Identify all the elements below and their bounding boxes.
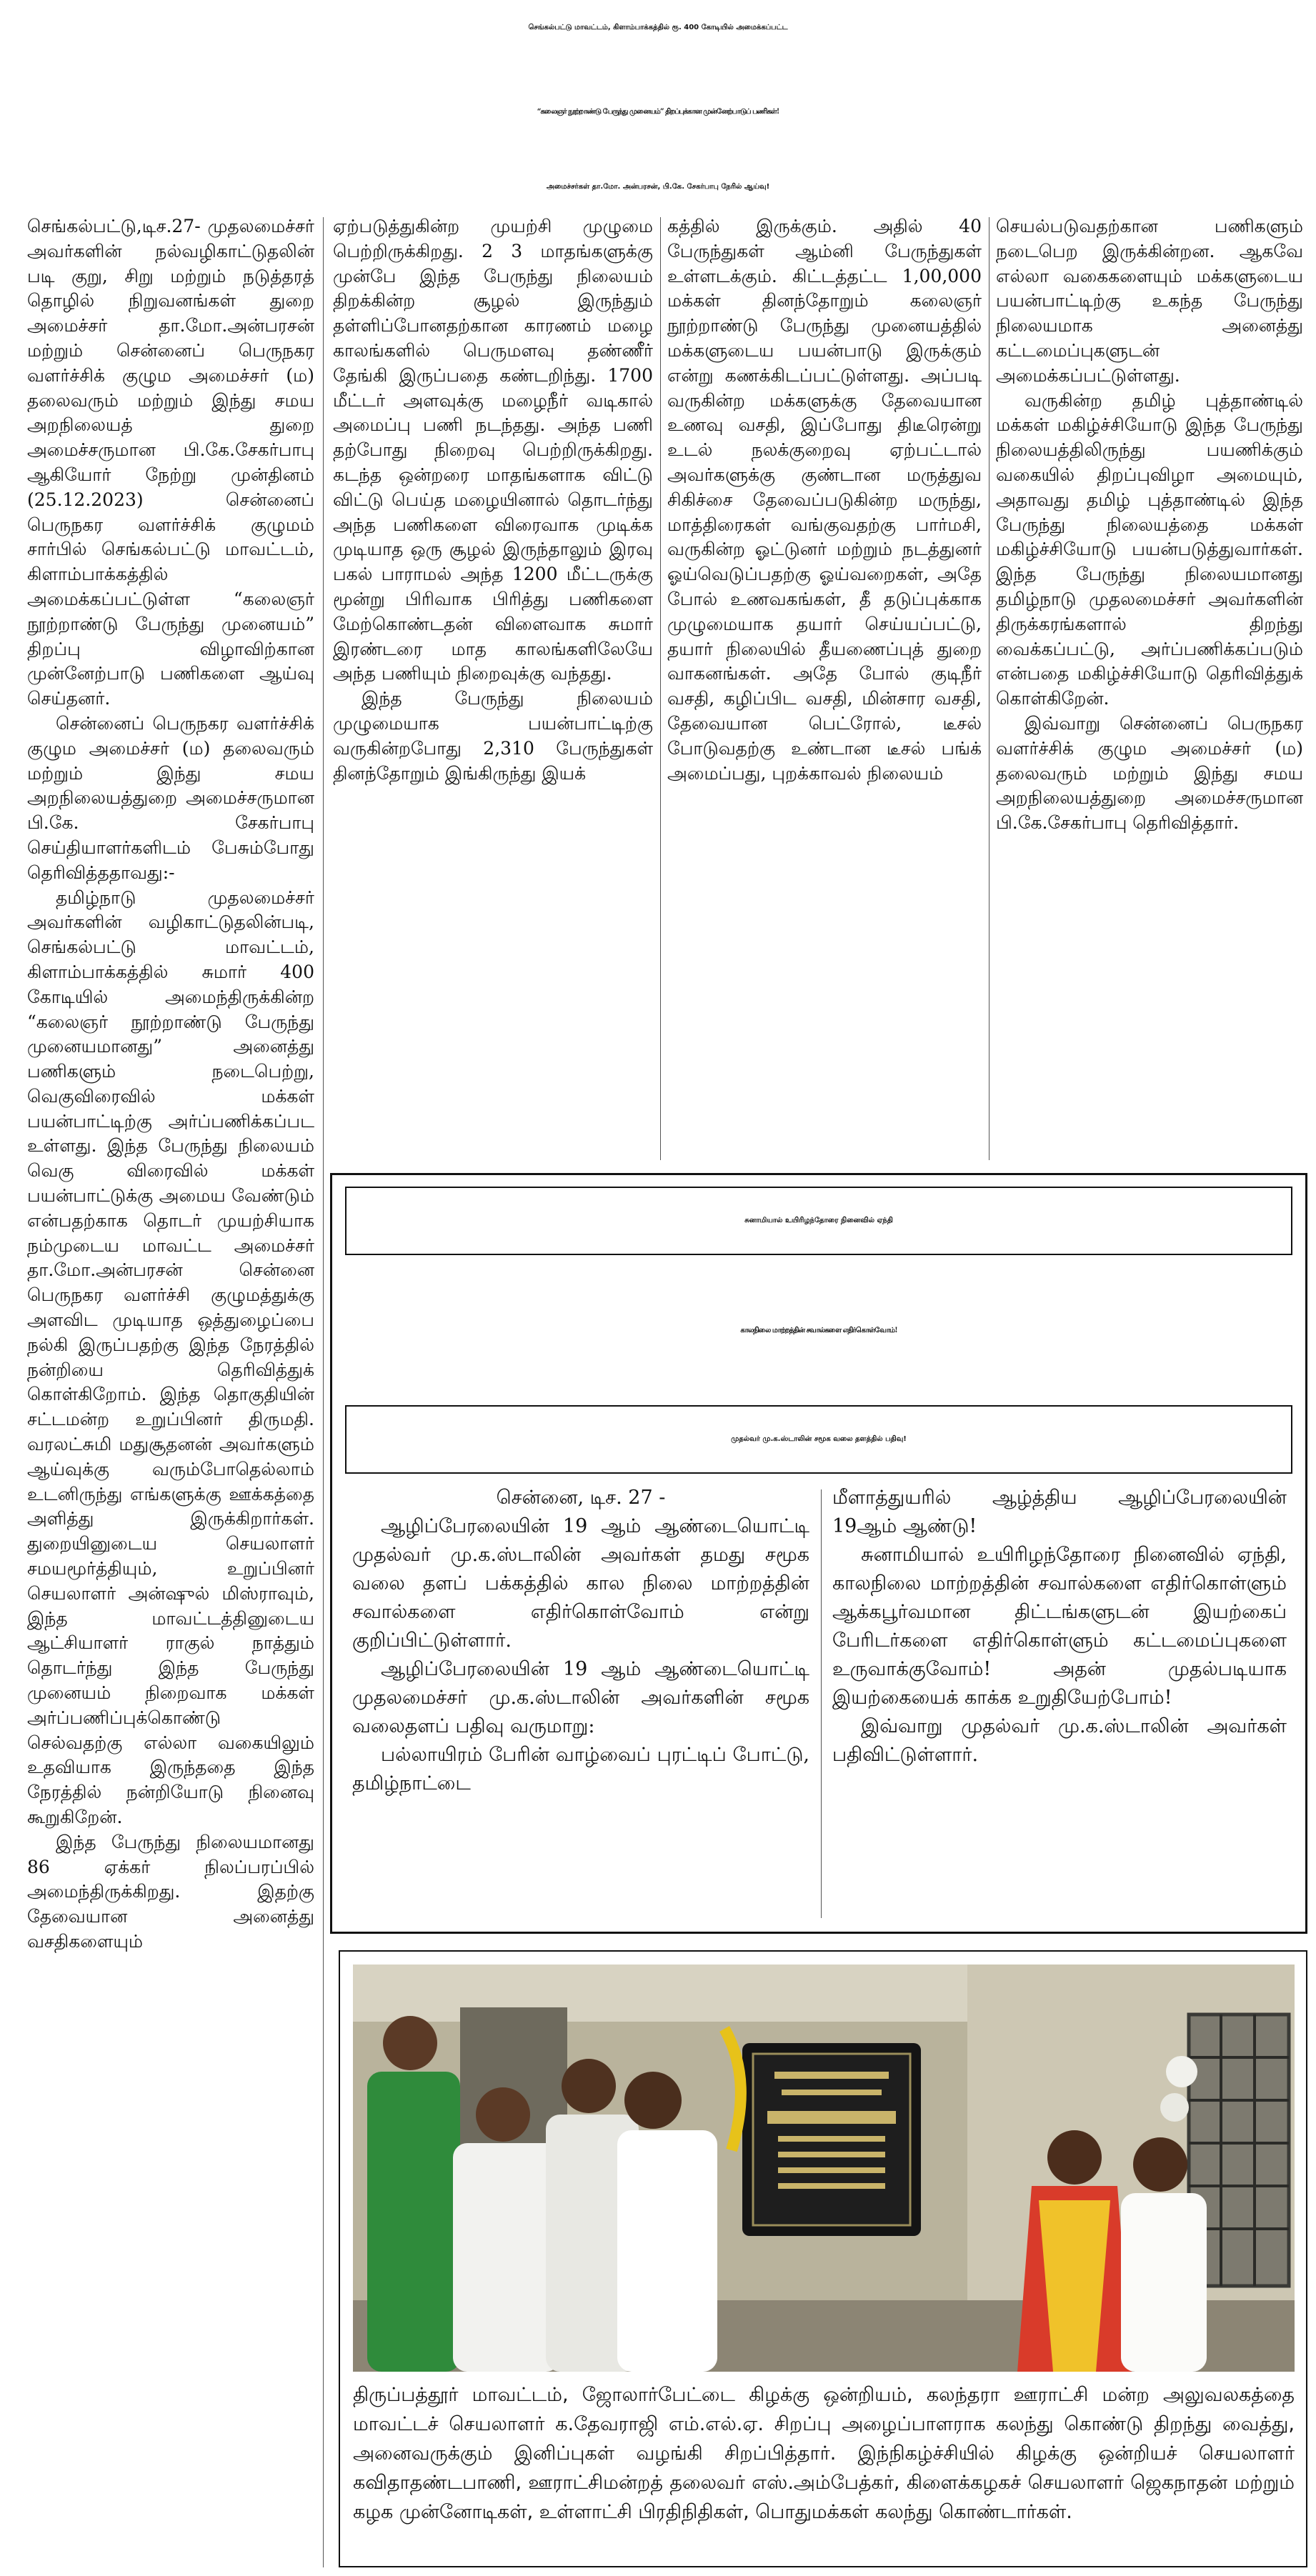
article-paragraph: சென்னைப் பெருநகர வளர்ச்சிக் குழும அமைச்சர் (ம) தலைவரும் மற்றும் இந்து சமய அறநிலையத்துறை அமைச்சருமான பி.கே. சேகர்பாபு செய்தியாளர்களிடம் பேசும்போது தெரிவித்ததாவது:- [27, 712, 314, 883]
article-column-2 [333, 214, 653, 1164]
article-headline: “கலைஞர் நூற்றாண்டு பேருந்து முனையம்” திறப்புக்கான முன்னேற்பாடுப் பணிகள்! [537, 108, 779, 116]
box-paragraph: மீளாத்துயரில் ஆழ்த்திய ஆழிப்பேரலையின் 19ஆம் ஆண்டு! [832, 1487, 1287, 1537]
article-paragraph: ஏற்படுத்துகின்ற முயற்சி முழுமை பெற்றிருக்கிறது. 2 3 மாதங்களுக்கு முன்பே இந்த பேருந்து நிலையம் திறக்கின்ற சூழல் இருந்தும் தள்ளிப்போனதற்கான காரணம் மழை காலங்களில் பெருமளவு தண்ணீர் தேங்கி இருப்பதை கண்டறிந்து. 1700 மீட்டர் அளவுக்கு மழைநீர் வடிகால் அமைப்பு பணி நடந்தது. அந்த பணி தற்போது நிறைவு பெற்றிருக்கிறது. கடந்த ஒன்றரை மாதங்களாக விட்டு விட்டு பெய்த மழையினால் தொடர்ந்து அந்த பணிகளை விரைவாக முடிக்க முடியாத ஒரு சூழல் இருந்தாலும் இரவு பகல் பாராமல் அந்த 1200 மீட்டருக்கு மூன்று பிரிவாக பிரித்து பணிகளை மேற்கொண்டதன் விளைவாக சுமார் இரண்டரை மாத காலங்களிலேயே அந்த பணியும் நிறைவுக்கு வந்தது. [333, 216, 653, 684]
article-paragraph: இந்த பேருந்து நிலையமானது 86 ஏக்கர் நிலப்பரப்பில் அமைந்திருக்கிறது. இதற்கு தேவையான அனைத்து வசதிகளையும் [27, 1831, 314, 1952]
article-paragraph: தமிழ்நாடு முதலமைச்சர் அவர்களின் வழிகாட்டுதலின்படி, செங்கல்பட்டு மாவட்டம், கிளாம்பாக்கத்தில் சுமார் 400 கோடியில் அமைந்திருக்கின்ற “கலைஞர் நூற்றாண்டு பேருந்து முனையமானது” அனைத்து பணிகளும் நடைபெற்று, வெகுவிரைவில் மக்கள் பயன்பாட்டிற்கு அர்ப்பணிக்கப்பட உள்ளது. இந்த பேருந்து நிலையம் வெகு விரைவில் மக்கள் பயன்பாட்டுக்கு அமைய வேண்டும் என்பதற்காக தொடர் முயற்சியாக நம்முடைய மாவட்ட அமைச்சர் தா.மோ.அன்பரசன் சென்னை பெருநகர வளர்ச்சி குழுமத்துக்கு அளவிட முடியாத ஒத்துழைப்பை நல்கி இருப்பதற்கு இந்த நேரத்தில் நன்றியை தெரிவித்துக் கொள்கிறோம். இந்த தொகுதியின் சட்டமன்ற உறுப்பினர் திருமதி. வரலட்சுமி மதுசூதனன் அவர்களும் ஆய்வுக்கு வரும்போதெல்லாம் உடனிருந்து எங்களுக்கு ஊக்கத்தை அளித்து இருக்கிறார்கள். துறையினுடைய செயலாளர் சமயமூர்த்தியும், உறுப்பினர் செயலாளர் அன்ஷுல் மிஸ்ராவும், இந்த மாவட்டத்தினுடைய ஆட்சியாளர் ராகுல் நாத்தும் தொடர்ந்து இந்த பேருந்து முனையம் நிறைவாக மக்கள் அர்ப்பணிப்புக்கொண்டு செல்வதற்கு எல்லா வகையிலும் உதவியாக இருந்ததை இந்த நேரத்தில் நன்றியோடு நினைவு கூறுகிறேன். [27, 887, 314, 1827]
tsunami-news-box [330, 1173, 1307, 1934]
column-divider [989, 217, 990, 1160]
box-paragraph: ஆழிப்பேரலையின் 19 ஆம் ஆண்டையொட்டி முதலமைச்சர் மு.க.ஸ்டாலின் அவர்களின் சமூக வலைதளப் பதிவு வருமாறு: [352, 1658, 809, 1737]
article-paragraph: செங்கல்பட்டு,டிச.27- முதலமைச்சர் அவர்களின் நல்வழிகாட்டுதலின் படி குறு, சிறு மற்றும் நடுத்தரத் தொழில் நிறுவனங்கள் துறை அமைச்சர் தா.மோ.அன்பரசன் மற்றும் சென்னைப் பெருநகர வளர்ச்சிக் குழும அமைச்சர் (ம) தலைவரும் மற்றும் இந்து சமய அறநிலையத் துறை அமைச்சருமான பி.கே.சேகர்பாபு ஆகியோர் நேற்று முன்தினம் (25.12.2023) சென்னைப் பெருநகர வளர்ச்சிக் குழுமம் சார்பில் செங்கல்பட்டு மாவட்டம், கிளாம்பாக்கத்தில் அமைக்கப்பட்டுள்ள “கலைஞர் நூற்றாண்டு பேருந்து முனையம்” திறப்பு விழாவிற்கான முன்னேற்பாடு பணிகளை ஆய்வு செய்தனர். [27, 216, 314, 709]
column-divider [821, 1489, 822, 1918]
box-kicker: சுனாமியால் உயிரிழந்தோரை நினைவில் ஏந்தி [345, 1187, 1292, 1255]
box-dateline: சென்னை, டிச. 27 - [496, 1487, 666, 1509]
article-column-3 [667, 214, 982, 1164]
column-divider [660, 217, 661, 1160]
article-paragraph: வருகின்ற தமிழ் புத்தாண்டில் மக்கள் மகிழ்ச்சியோடு இந்த பேருந்து நிலையத்திலிருந்து பயணிக்கும் வகையில் திறப்புவிழா அமையும், அதாவது தமிழ் புத்தாண்டில் இந்த பேருந்து நிலையத்தை மக்கள் மகிழ்ச்சியோடு பயன்படுத்துவார்கள். இந்த பேருந்து நிலையமானது தமிழ்நாடு முதலமைச்சர் அவர்களின் திருக்கரங்களால் திறந்து வைக்கப்பட்டு, அர்ப்பணிக்கப்படும் என்பதை மகிழ்ச்சியோடு தெரிவித்துக் கொள்கிறேன். [996, 389, 1303, 709]
photo-box [339, 1950, 1307, 2567]
article-paragraph: இந்த பேருந்து நிலையம் முழுமையாக பயன்பாட்டிற்கு வருகின்றபோது 2,310 பேருந்துகள் தினந்தோறும் இங்கிருந்து இயக் [333, 688, 653, 784]
caption-text: திருப்பத்தூர் மாவட்டம், ஜோலார்பேட்டை கிழக்கு ஒன்றியம், கலந்தரா ஊராட்சி மன்ற அலுவலகத்தை மாவட்டச் செயலாளர் க.தேவராஜி எம்.எல்.ஏ. சிறப்பு அழைப்பாளராக கலந்து கொண்டு திறந்து வைத்து, அனைவருக்கும் இனிப்புகள் வழங்கி சிறப்பித்தார். இந்நிகழ்ச்சியில் கிழக்கு ஒன்றியச் செயலாளர் கவிதாதண்டபாணி, ஊராட்சிமன்றத் தலைவர் எஸ்.அம்பேத்கர், கிளைக்கழகச் செயலாளர் ஜெகநாதன் மற்றும் கழக முன்னோடிகள், உள்ளாட்சி பிரதிநிதிகள், பொதுமக்கள் கலந்து கொண்டார்கள். [353, 2384, 1295, 2523]
box-column-right [832, 1484, 1287, 1923]
box-paragraph: பல்லாயிரம் பேரின் வாழ்வைப் புரட்டிப் போட்டு, தமிழ்நாட்டை [352, 1744, 809, 1794]
article-paragraph: இவ்வாறு சென்னைப் பெருநகர வளர்ச்சிக் குழும அமைச்சர் (ம) தலைவரும் மற்றும் இந்து சமய அறநிலையத்துறை அமைச்சருமான பி.கே.சேகர்பாபு தெரிவித்தார். [996, 712, 1303, 834]
event-photo [353, 1965, 1295, 2372]
box-headline: காலநிலை மாற்றத்தின் சவால்களை எதிர்கொள்வோம்! [740, 1327, 897, 1334]
article-subheadline: அமைச்சர்கள் தா.மோ. அன்பரசன், பி.கே. சேகர்பாபு நேரில் ஆய்வு! [546, 183, 770, 191]
article-paragraph: செயல்படுவதற்கான பணிகளும் நடைபெற இருக்கின்றன. ஆகவே எல்லா வகைகளையும் மக்களுடைய பயன்பாட்டிற்கு உகந்த பேருந்து நிலையமாக அனைத்து கட்டமைப்புகளுடன் அமைக்கப்பட்டுள்ளது. [996, 216, 1303, 386]
article-kicker: செங்கல்பட்டு மாவட்டம், கிளாம்பாக்கத்தில் ரூ. 400 கோடியில் அமைக்கப்பட்ட [528, 24, 788, 31]
article-paragraph: கத்தில் இருக்கும். அதில் 40 பேருந்துகள் ஆம்னி பேருந்துகள் உள்ளடக்கும். கிட்டத்தட்ட 1,00,000 மக்கள் தினந்தோறும் கலைஞர் நூற்றாண்டு பேருந்து முனையத்தில் மக்களுடைய பயன்பாடு இருக்கும் என்று கணக்கிடப்பட்டுள்ளது. அப்படி வருகின்ற மக்களுக்கு தேவையான உணவு வசதி, இப்போது திடீரென்று உடல் நலக்குறைவு ஏற்பட்டால் அவர்களுக்கு குண்டான மருத்துவ சிகிச்சை தேவைப்படுகின்ற மருந்து, மாத்திரைகள் வங்குவதற்கு பார்மசி, வருகின்ற ஓட்டுனர் மற்றும் நடத்துனர் ஓய்வெடுப்பதற்கு ஓய்வறைகள், அதே போல் உணவகங்கள், தீ தடுப்புக்காக முழுமையாக தயார் செய்யப்பட்டு, தயார் நிலையில் தீயணைப்புத் துறை வாகனங்கள். அதே போல் குடிநீர் வசதி, கழிப்பிட வசதி, மின்சார வசதி, தேவையான பெட்ரோல், டீசல் போடுவதற்கு உண்டான டீசல் பங்க் அமைப்பது, புறக்காவல் நிலையம் [667, 216, 982, 784]
photo-caption [353, 2380, 1295, 2559]
column-divider [323, 217, 324, 2567]
box-paragraph: ஆழிப்பேரலையின் 19 ஆம் ஆண்டையொட்டி முதல்வர் மு.க.ஸ்டாலின் அவர்கள் தமது சமூக வலை தளப் பக்கத்தில் கால நிலை மாற்றத்தின் சவால்களை எதிர்கொள்வோம் என்று குறிப்பிட்டுள்ளார். [352, 1515, 809, 1652]
box-column-left [352, 1484, 809, 1923]
article-column-4 [996, 214, 1303, 1164]
article-column-1 [27, 214, 314, 2565]
box-subheadline: முதல்வர் மு.க.ஸ்டாலின் சமூக வலை தளத்தில் பதிவு! [345, 1405, 1292, 1474]
box-paragraph: சுனாமியால் உயிரிழந்தோரை நினைவில் ஏந்தி, காலநிலை மாற்றத்தின் சவால்களை எதிர்கொள்ளும் ஆக்கபூர்வமான திட்டங்களுடன் இயற்கைப் பேரிடர்களை எதிர்கொள்ளும் கட்டமைப்புகளை உருவாக்குவோம்! அதன் முதல்படியாக இயற்கையைக் காக்க உறுதியேற்போம்! [832, 1544, 1287, 1709]
box-paragraph: இவ்வாறு முதல்வர் மு.க.ஸ்டாலின் அவர்கள் பதிவிட்டுள்ளார். [832, 1715, 1287, 1766]
